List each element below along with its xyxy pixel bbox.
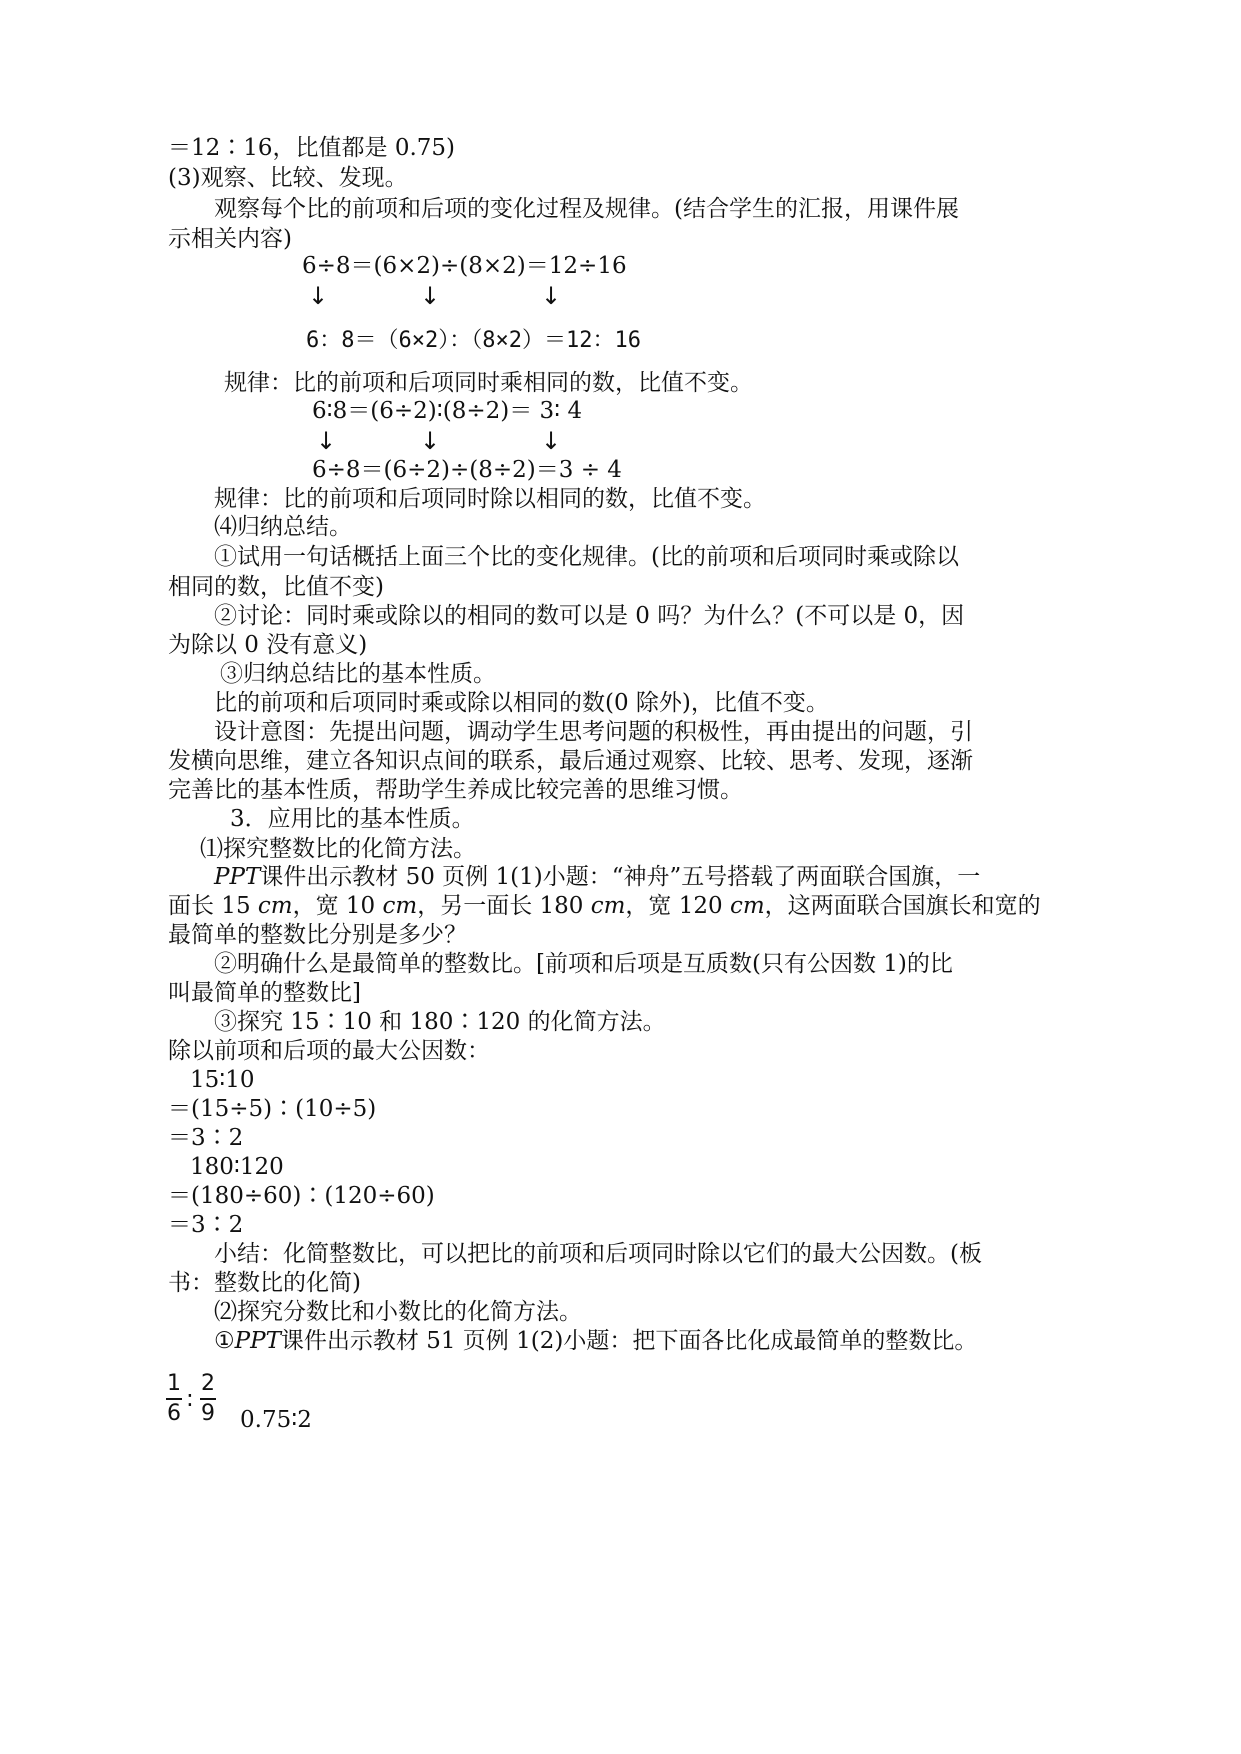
- fraction-numerator: 1: [167, 1371, 181, 1396]
- ratio-colon: :: [186, 1386, 194, 1412]
- summary-text: 小结：化简整数比，可以把比的前项和后项同时除以它们的最大公因数。(板: [214, 1241, 982, 1267]
- text-line: [214, 1326, 977, 1356]
- fraction-numerator: 2: [201, 1371, 215, 1396]
- unit-label: cm: [382, 893, 418, 919]
- down-arrow-icon: ↓: [541, 427, 562, 455]
- text-line: ③归纳总结比的基本性质。: [220, 661, 496, 687]
- rule-text: 规律：比的前项和后项同时乘相同的数，比值不变。: [224, 370, 753, 396]
- fraction-denominator: 6: [167, 1401, 181, 1426]
- fraction-bar: [166, 1398, 182, 1400]
- text-line: ①试用一句话概括上面三个比的变化规律。(比的前项和后项同时乘或除以: [214, 544, 959, 570]
- section-heading: ⑵探究分数比和小数比的化简方法。: [214, 1299, 582, 1325]
- unit-label: cm: [257, 893, 293, 919]
- text-line: 为除以 0 没有意义): [168, 632, 368, 658]
- text-line: 最简单的整数比分别是多少？: [168, 922, 467, 948]
- text-line: ②明确什么是最简单的整数比。[前项和后项是互质数(只有公因数 1)的比: [214, 951, 953, 977]
- text-line: 除以前项和后项的最大公因数：: [168, 1038, 490, 1064]
- equation-division: 6÷8＝(6×2)÷(8×2)＝12÷16: [302, 253, 627, 279]
- down-arrow-icon: ↓: [541, 282, 562, 310]
- text-line: 设计意图：先提出问题，调动学生思考问题的积极性，再由提出的问题，引: [214, 719, 973, 745]
- section-heading: ⑷归纳总结。: [214, 514, 352, 540]
- fraction-one-sixth: [166, 1371, 182, 1427]
- rule-text: 规律：比的前项和后项同时除以相同的数，比值不变。: [214, 486, 766, 512]
- text-line: 发横向思维，建立各知识点间的联系，最后通过观察、比较、思考、发现，逐渐: [168, 748, 973, 774]
- text-line: 观察每个比的前项和后项的变化过程及规律。(结合学生的汇报，用课件展: [214, 196, 959, 222]
- text-segment: 面长 15: [168, 893, 258, 919]
- ppt-label: PPT: [214, 864, 261, 890]
- down-arrow-icon: ↓: [420, 282, 441, 310]
- text-segment: ，另一面长 180: [417, 893, 591, 919]
- down-arrow-icon: ↓: [420, 427, 441, 455]
- text-line: 叫最简单的整数比]: [168, 980, 361, 1006]
- equation-ratio: 6：8＝（6×2）：（8×2）＝12：16: [306, 328, 641, 353]
- text-line: (3)观察、比较、发现。: [168, 165, 408, 191]
- property-statement: 比的前项和后项同时乘或除以相同的数(0 除外)，比值不变。: [214, 690, 829, 716]
- calc-line: 15∶10: [190, 1067, 255, 1093]
- calc-line: 180∶120: [190, 1154, 284, 1180]
- fraction-bar: [200, 1398, 216, 1400]
- calc-line: ＝3∶2: [168, 1125, 244, 1151]
- fraction-denominator: 9: [201, 1401, 215, 1426]
- calc-line: ＝(15÷5)∶(10÷5): [168, 1096, 377, 1122]
- calc-line: ＝(180÷60)∶(120÷60): [168, 1183, 435, 1209]
- text-segment: ，宽 120: [625, 893, 730, 919]
- text-line: ③探究 15∶10 和 180∶120 的化简方法。: [214, 1009, 666, 1035]
- text-segment: ①: [214, 1328, 235, 1354]
- text-line: ＝12∶16，比值都是 0.75): [168, 135, 456, 161]
- text-line: [214, 862, 980, 892]
- unit-label: cm: [729, 893, 765, 919]
- equation-division-divide: 6÷8＝(6÷2)÷(8÷2)＝3 ÷ 4: [312, 457, 622, 483]
- text-line: [168, 891, 1041, 921]
- section-heading: 3．应用比的基本性质。: [230, 806, 475, 832]
- text-line: ②讨论：同时乘或除以的相同的数可以是 0 吗？为什么？(不可以是 0，因: [214, 603, 965, 629]
- text-line: 相同的数，比值不变): [168, 574, 384, 600]
- text-line: 完善比的基本性质，帮助学生养成比较完善的思维习惯。: [168, 777, 743, 803]
- down-arrow-icon: ↓: [316, 427, 337, 455]
- ppt-label: PPT: [234, 1328, 281, 1354]
- text-segment: ，这两面联合国旗长和宽的: [764, 893, 1041, 919]
- text-segment: 课件出示教材 50 页例 1(1)小题：“神舟”五号搭载了两面联合国旗，一: [260, 864, 981, 890]
- decimal-ratio: 0.75∶2: [240, 1407, 312, 1433]
- text-line: 示相关内容): [168, 226, 292, 252]
- unit-label: cm: [590, 893, 626, 919]
- calc-line: ＝3∶2: [168, 1212, 244, 1238]
- text-line: 书：整数比的化简): [168, 1270, 361, 1296]
- text-segment: 课件出示教材 51 页例 1(2)小题：把下面各比化成最简单的整数比。: [280, 1328, 978, 1354]
- text-segment: ，宽 10: [292, 893, 383, 919]
- equation-ratio-divide: 6∶8＝(6÷2)∶(8÷2)＝ 3∶ 4: [312, 398, 583, 424]
- section-heading: ⑴探究整数比的化简方法。: [200, 836, 476, 862]
- fraction-two-ninths: [200, 1371, 216, 1427]
- down-arrow-icon: ↓: [308, 282, 329, 310]
